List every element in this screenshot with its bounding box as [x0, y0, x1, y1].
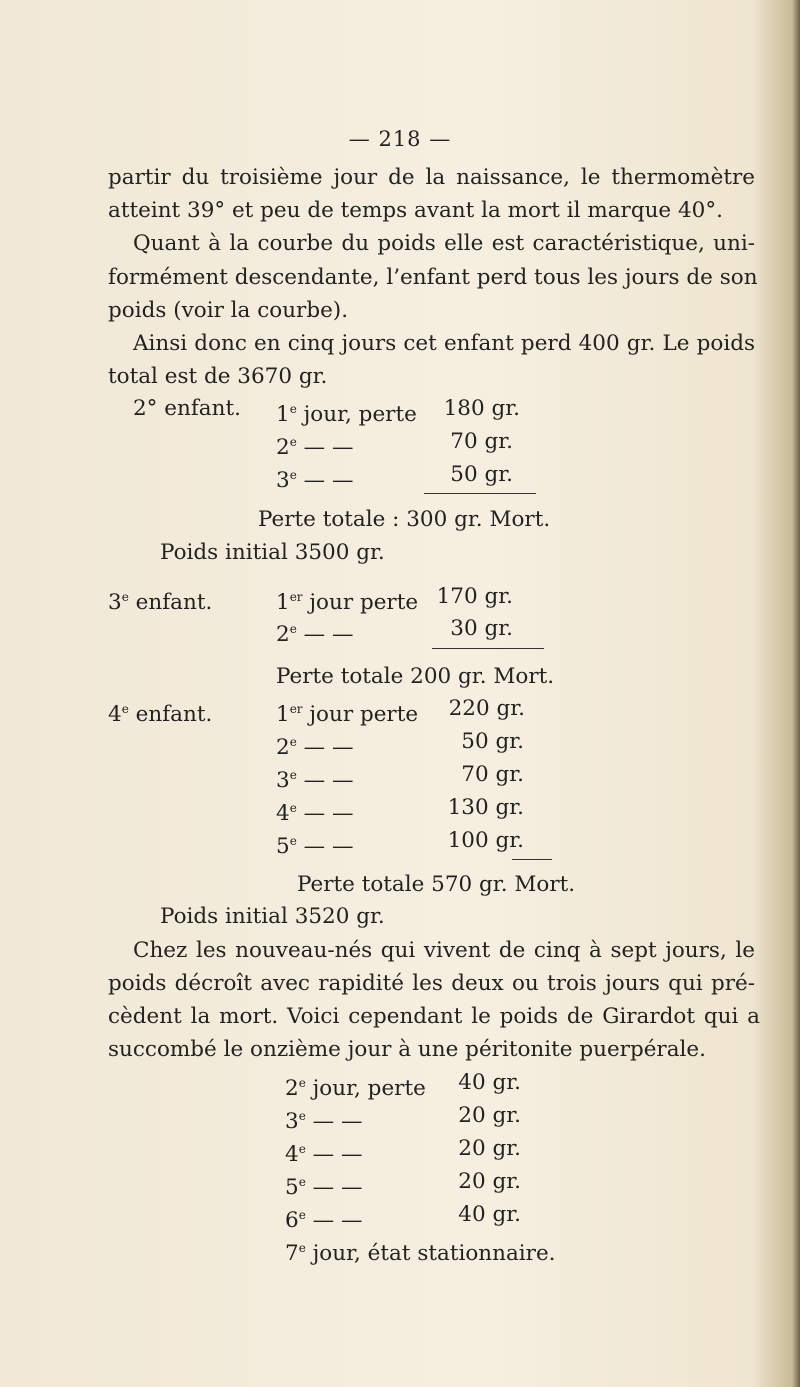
body-line: atteint 39° et peu de temps avant la mort il marque 40°. [108, 198, 723, 223]
loss-amount: 50 gr. [461, 729, 524, 754]
page-number: — 218 — [348, 127, 452, 151]
body-line: poids (voir la courbe). [108, 298, 349, 323]
loss-amount: 100 gr. [447, 828, 524, 853]
final-status: 7e jour, état stationnaire. [285, 1241, 556, 1266]
loss-amount: 50 gr. [450, 462, 513, 487]
loss-amount: 40 gr. [458, 1070, 521, 1095]
sum-rule [424, 493, 536, 494]
body-line: Ainsi donc en cinq jours cet enfant perd 400 gr. Le poids [133, 331, 755, 356]
day-number: 1er jour perte [276, 702, 419, 727]
loss-amount: 220 gr. [448, 696, 525, 721]
loss-amount: 20 gr. [458, 1136, 521, 1161]
loss-amount: 20 gr. [458, 1169, 521, 1194]
day-number: 2e jour, perte [285, 1076, 426, 1101]
day-number: 1er jour perte [276, 590, 419, 615]
day-number: 5e — — [276, 834, 354, 859]
child-label: 3e enfant. [108, 590, 213, 615]
loss-amount: 20 gr. [458, 1103, 521, 1128]
body-line: formément descendante, l’enfant perd tous les jours de son [108, 265, 758, 290]
day-number: 4e — — [276, 801, 354, 826]
day-number: 3e — — [285, 1109, 363, 1134]
total-loss: Perte totale : 300 gr. Mort. [258, 507, 551, 532]
loss-amount: 70 gr. [461, 762, 524, 787]
loss-amount: 130 gr. [447, 795, 524, 820]
initial-weight: Poids initial 3500 gr. [160, 540, 385, 565]
body-line: cèdent la mort. Voici cependant le poids de Girardot qui a [108, 1004, 760, 1029]
total-loss: Perte totale 200 gr. Mort. [276, 664, 555, 689]
initial-weight: Poids initial 3520 gr. [160, 904, 385, 929]
day-number: 2e — — [276, 735, 354, 760]
day-number: 6e — — [285, 1208, 363, 1233]
day-number: 1e jour, perte [276, 402, 417, 427]
child-label: 4e enfant. [108, 702, 213, 727]
day-number: 3e — — [276, 468, 354, 493]
loss-amount: 170 gr. [436, 584, 513, 609]
loss-amount: 40 gr. [458, 1202, 521, 1227]
day-number: 2e — — [276, 622, 354, 647]
body-line: Quant à la courbe du poids elle est caractéristique, uni- [133, 231, 755, 256]
loss-amount: 180 gr. [443, 396, 520, 421]
day-number: 5e — — [285, 1175, 363, 1200]
child-label: 2° enfant. [133, 396, 241, 421]
loss-amount: 30 gr. [450, 616, 513, 641]
body-line: poids décroît avec rapidité les deux ou trois jours qui pré- [108, 971, 755, 996]
total-loss: Perte totale 570 gr. Mort. [297, 872, 576, 897]
sum-rule [512, 859, 552, 860]
body-line: succombé le onzième jour à une péritonite puerpérale. [108, 1037, 706, 1062]
day-number: 4e — — [285, 1142, 363, 1167]
day-number: 2e — — [276, 435, 354, 460]
body-line: Chez les nouveau-nés qui vivent de cinq à sept jours, le [133, 938, 755, 963]
sum-rule [432, 648, 544, 649]
body-line: total est de 3670 gr. [108, 364, 328, 389]
body-line: partir du troisième jour de la naissance, le thermomètre [108, 165, 755, 190]
loss-amount: 70 gr. [450, 429, 513, 454]
day-number: 3e — — [276, 768, 354, 793]
